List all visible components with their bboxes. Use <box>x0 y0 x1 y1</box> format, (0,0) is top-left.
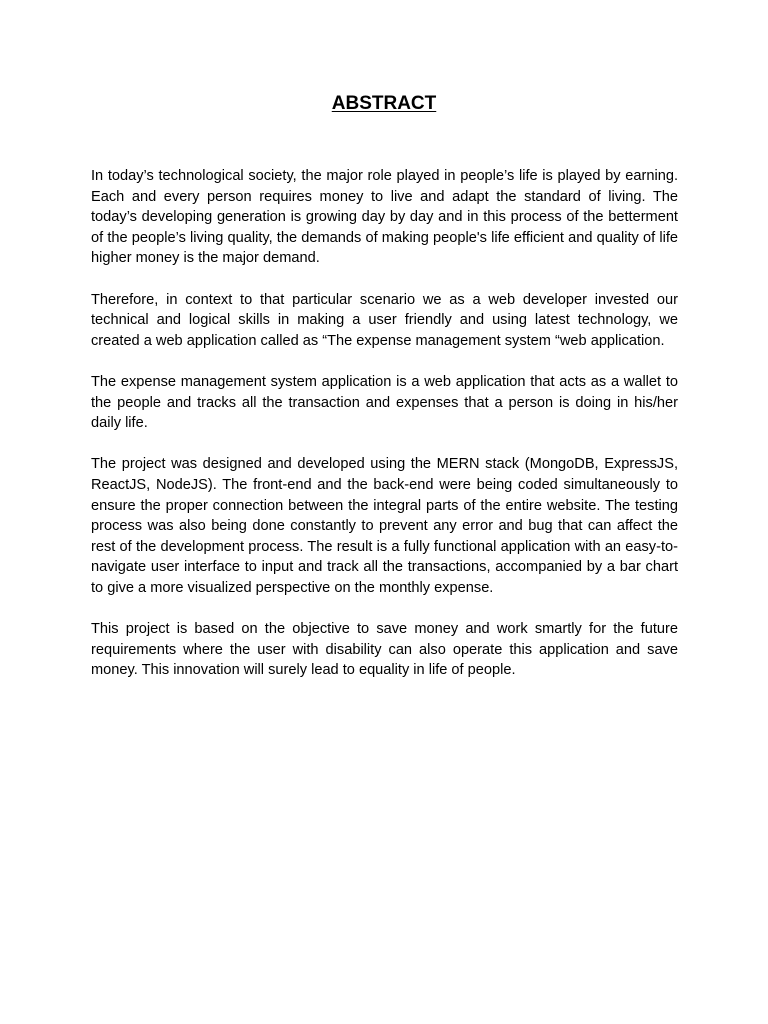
paragraph-context: Therefore, in context to that particular scenario we as a web developer invested our technical and logical skills in making a user friendly and using latest technology, we created a web application called as “The expense management system “web application. <box>91 291 678 349</box>
paragraph-development: The project was designed and developed using the MERN stack (MongoDB, ExpressJS, ReactJS, NodeJS). The front-end and the back-end were being coded simultaneously to ensure the proper connection between the integral parts of the entire website. The testing process was also being done constantly to prevent any error and bug that can affect the rest of the development process. The result is a fully functional application with an easy-to-navigate user interface to input and track all the transactions, accompanied by a bar chart to give a more visualized perspective on the monthly expense. <box>91 456 678 596</box>
page-title: ABSTRACT <box>331 93 437 114</box>
paragraph-objective: This project is based on the objective to save money and work smartly for the future requirements where the user with disability can also operate this application and save money. This innovation will surely lead to equality in life of people. <box>91 621 678 679</box>
paragraph-application: The expense management system application is a web application that acts as a wallet to the people and tracks all the transaction and expenses that a person is doing in his/her daily life. <box>91 373 678 432</box>
paragraph-intro: In today’s technological society, the major role played in people’s life is played by earning. Each and every person requires money to live and adapt the standard of living. The today’s developing generation is growing day by day and in this process of the betterment of the people’s living quality, the demands of making people's life efficient and quality of life higher money is the major demand. <box>91 168 678 267</box>
abstract-body <box>91 166 678 701</box>
